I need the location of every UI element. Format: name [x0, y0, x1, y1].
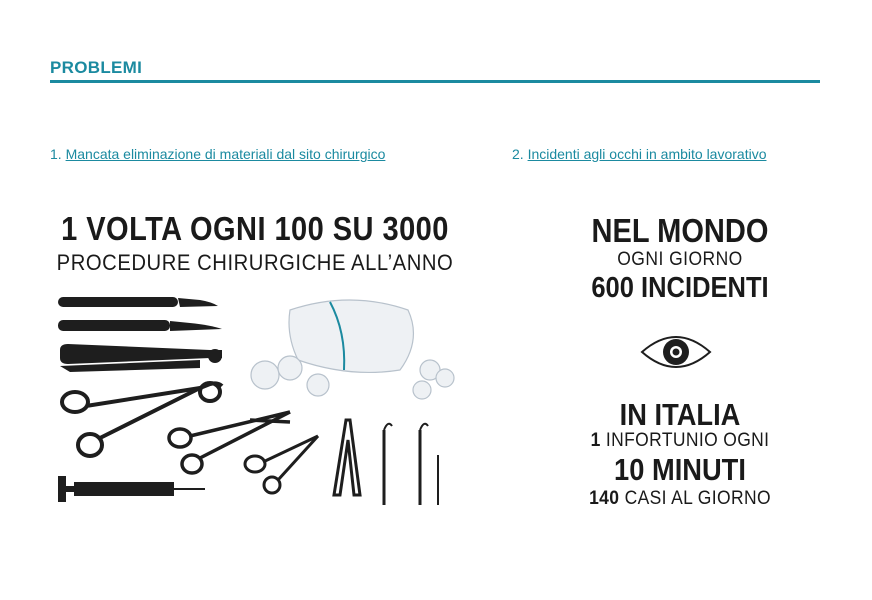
italy-injury-text: INFORTUNIO OGNI	[605, 430, 770, 451]
eye-icon	[640, 330, 712, 374]
problem-2-heading	[512, 146, 766, 162]
world-title: NEL MONDO	[591, 212, 769, 249]
italy-injury-number: 1	[590, 430, 601, 451]
world-daily-label: OGNI GIORNO	[617, 249, 743, 270]
problem-1-link[interactable]: Mancata eliminazione di materiali dal sito chirurgico	[65, 146, 386, 162]
problem-2-link[interactable]: Incidenti agli occhi in ambito lavorativo	[527, 146, 767, 162]
italy-cases-number: 140	[589, 488, 620, 509]
section-divider	[50, 80, 820, 83]
italy-injury-line	[542, 430, 818, 452]
italy-interval: 10 MINUTI	[614, 452, 746, 487]
problem-2-number: 2.	[512, 146, 524, 162]
italy-cases-text: CASI AL GIORNO	[624, 488, 771, 509]
problem-1-number: 1.	[50, 146, 62, 162]
surgical-instruments-icon	[50, 280, 460, 505]
italy-cases-line	[542, 488, 818, 510]
problem-1-stat-sub: PROCEDURE CHIRURGICHE ALL’ANNO	[56, 250, 454, 275]
world-count: 600 INCIDENTI	[591, 272, 769, 304]
italy-title: IN ITALIA	[619, 397, 741, 432]
section-title: PROBLEMI	[50, 58, 143, 77]
problem-1-stat-main: 1 VOLTA OGNI 100 SU 3000	[61, 210, 449, 247]
problem-1-heading	[50, 146, 385, 162]
